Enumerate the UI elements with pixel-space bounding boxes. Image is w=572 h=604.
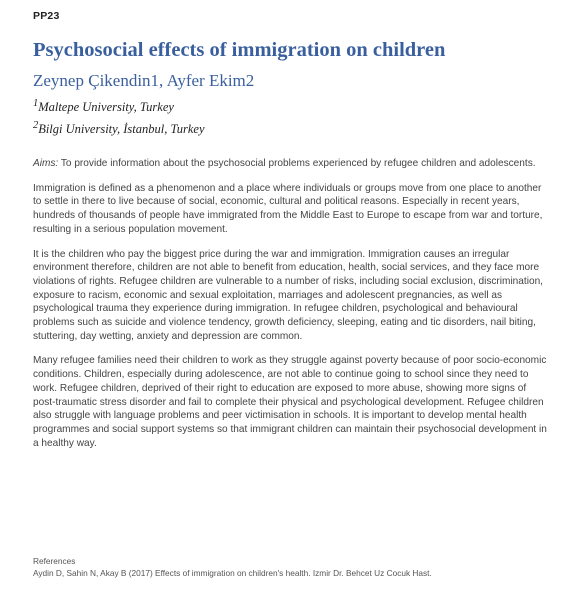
body-paragraph-2: It is the children who pay the biggest price during the war and immigration. Immigration causes an irregular environment therefore, children are not able to benefit from education, health, social services, and they face more violations of rights. Refugee children are vulnerable to a number of risks, including social exclusion, discrimination, exposure to racism, economic and sexual exploitation, marriages and adolescent pregnancies, as well as psychological trauma they experience during immigration. In refugee children, psychological and behavioural problems such as suicide and violence tendency, growth deficiency, sleeping, eating and tic disorders, nail biting, stuttering, day wetting, anxiety and depression are common. xyxy=(33,248,543,342)
affiliation-2 xyxy=(33,120,205,137)
reference-item: Aydin D, Sahin N, Akay B (2017) Effects of immigration on children's health. Izmir Dr. Behcet Uz Cocuk Hast. xyxy=(33,568,432,578)
affiliation-1-text: Maltepe University, Turkey xyxy=(38,100,174,115)
aims-text: To provide information about the psychosocial problems experienced by refugee children and adolescents. xyxy=(58,158,536,169)
affiliation-2-number: 2 xyxy=(33,120,39,131)
references-section xyxy=(33,555,553,579)
references-heading: References xyxy=(33,556,76,566)
aims-label: Aims: xyxy=(33,158,59,169)
affiliation-1 xyxy=(33,98,174,115)
body-paragraph-1: Immigration is defined as a phenomenon and a place where individuals or groups move from one place to another to settle in there to live because of social, economic, cultural and political reasons. Especially in recent years, hundreds of thousands of people have immigrated from the Middle East to Europe to escape from war and torture, resulting in a serious population movement. xyxy=(33,182,543,235)
aims-paragraph xyxy=(33,157,548,171)
affiliation-2-text: Bilgi University, İstanbul, Turkey xyxy=(38,122,205,137)
body-paragraph-3: Many refugee families need their children to work as they struggle against poverty because of poor socio-economic conditions. Children, especially during adolescence, are not able to continue going to school since they need to work. Refugee children, deprived of their right to education are exposed to more abuse, showing more signs of post-traumatic stress disorder and fail to complete their physical and psychological development. Refugee children also struggle with language problems and peer victimisation in schools. It is important to develop mental health programmes and social support systems so that immigrant children can maintain their psychosocial development in a healthy way. xyxy=(33,355,547,449)
affiliation-1-number: 1 xyxy=(33,98,39,109)
author-list: Zeynep Çikendin1, Ayfer Ekim2 xyxy=(33,71,255,90)
paper-title: Psychosocial effects of immigration on children xyxy=(33,39,446,61)
poster-code: PP23 xyxy=(33,10,60,22)
abstract-body xyxy=(33,157,548,461)
